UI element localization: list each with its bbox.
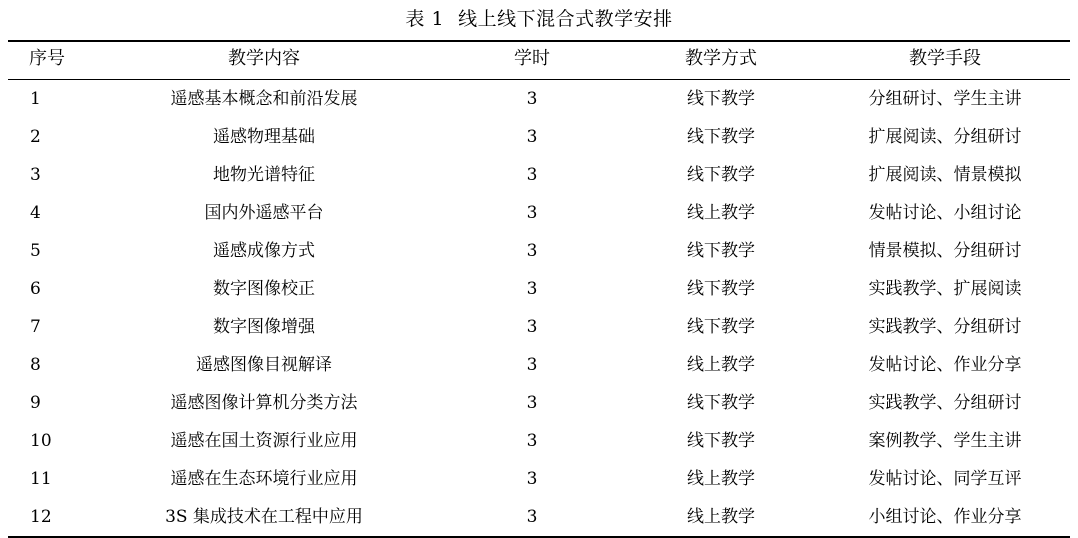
table-row [8, 232, 1070, 270]
cell-content: 遥感在国土资源行业应用 [170, 431, 358, 451]
cell-index: 11 [30, 469, 52, 489]
cell-index: 2 [30, 127, 41, 147]
cell-hours: 3 [442, 498, 622, 537]
cell-method: 小组讨论、作业分享 [820, 498, 1070, 537]
column-header-method: 教学手段 [820, 41, 1070, 80]
cell-hours: 3 [526, 241, 538, 261]
column-header-content: 教学内容 [86, 41, 442, 80]
cell-content: 数字图像增强 [213, 317, 315, 337]
cell-hours: 3 [526, 355, 538, 375]
cell-hours: 3 [526, 89, 538, 109]
column-header-hours: 学时 [442, 41, 622, 80]
cell-mode: 线下教学 [687, 393, 755, 413]
table-caption [8, 0, 1070, 40]
cell-method: 发帖讨论、小组讨论 [868, 203, 1022, 223]
cell-hours: 3 [526, 165, 538, 185]
cell-index: 3 [30, 165, 41, 185]
cell-index: 7 [30, 317, 41, 337]
cell-method: 分组研讨、学生主讲 [868, 89, 1022, 109]
cell-mode: 线下教学 [687, 317, 755, 337]
cell-mode: 线下教学 [687, 165, 755, 185]
cell-content: 地物光谱特征 [213, 165, 315, 185]
table-row [8, 346, 1070, 384]
cell-mode: 线下教学 [687, 431, 755, 451]
cell-method: 实践教学、扩展阅读 [868, 279, 1022, 299]
cell-mode: 线下教学 [687, 241, 755, 261]
cell-content: 国内外遥感平台 [204, 203, 324, 223]
cell-content: 遥感基本概念和前沿发展 [170, 89, 358, 109]
cell-content: 遥感物理基础 [213, 127, 315, 147]
cell-content: 遥感图像计算机分类方法 [170, 393, 358, 413]
table-row [8, 118, 1070, 156]
cell-mode: 线下教学 [687, 127, 755, 147]
cell-method: 案例教学、学生主讲 [868, 431, 1022, 451]
cell-index: 10 [30, 431, 52, 451]
table-caption-label: 表 1 [405, 8, 445, 30]
cell-method: 扩展阅读、分组研讨 [868, 127, 1022, 147]
cell-index: 5 [30, 241, 41, 261]
table-header-row [8, 41, 1070, 80]
cell-mode: 线上教学 [687, 355, 755, 375]
cell-hours: 3 [526, 279, 538, 299]
cell-method: 实践教学、分组研讨 [868, 393, 1022, 413]
cell-hours: 3 [526, 393, 538, 413]
table-header [8, 41, 1070, 80]
cell-index: 4 [30, 203, 41, 223]
cell-index: 12 [8, 498, 86, 537]
cell-content: 数字图像校正 [213, 279, 315, 299]
table-row [8, 308, 1070, 346]
cell-mode: 线下教学 [687, 279, 755, 299]
table-row [8, 498, 1070, 537]
cell-index: 6 [30, 279, 41, 299]
cell-content: 遥感在生态环境行业应用 [170, 469, 358, 489]
column-header-index: 序号 [8, 41, 86, 80]
table-row [8, 156, 1070, 194]
cell-hours: 3 [526, 469, 538, 489]
table-caption-title: 线上线下混合式教学安排 [458, 8, 673, 30]
cell-hours: 3 [526, 127, 538, 147]
table-body [8, 80, 1070, 538]
cell-content: 3S 集成技术在工程中应用 [86, 498, 442, 537]
table-row [8, 384, 1070, 422]
table-row [8, 460, 1070, 498]
cell-hours: 3 [526, 317, 538, 337]
cell-mode: 线上教学 [687, 469, 755, 489]
cell-hours: 3 [526, 431, 538, 451]
cell-hours: 3 [526, 203, 538, 223]
column-header-mode: 教学方式 [622, 41, 820, 80]
cell-method: 扩展阅读、情景模拟 [868, 165, 1022, 185]
table-row [8, 80, 1070, 119]
table-row [8, 194, 1070, 232]
cell-mode: 线上教学 [687, 203, 755, 223]
table-row [8, 422, 1070, 460]
cell-content: 遥感图像目视解译 [196, 355, 332, 375]
cell-method: 情景模拟、分组研讨 [868, 241, 1022, 261]
cell-mode: 线下教学 [687, 89, 755, 109]
cell-index: 9 [30, 393, 41, 413]
cell-content: 遥感成像方式 [213, 241, 315, 261]
cell-index: 8 [30, 355, 41, 375]
cell-index: 1 [30, 89, 41, 109]
teaching-schedule-table [8, 40, 1070, 538]
cell-mode: 线上教学 [622, 498, 820, 537]
cell-method: 发帖讨论、同学互评 [868, 469, 1022, 489]
cell-method: 实践教学、分组研讨 [868, 317, 1022, 337]
table-row [8, 270, 1070, 308]
cell-method: 发帖讨论、作业分享 [868, 355, 1022, 375]
